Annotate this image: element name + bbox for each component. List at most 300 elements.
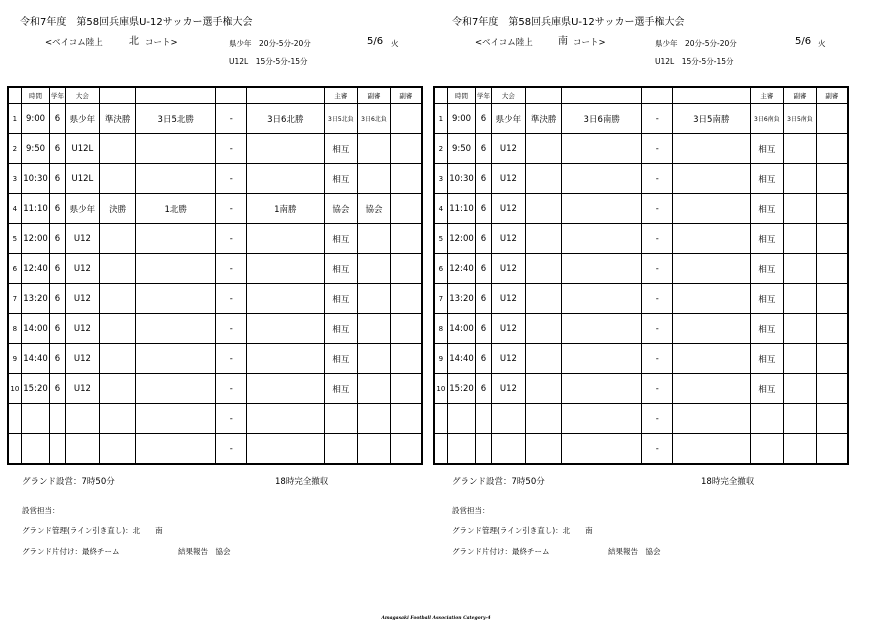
table-cell: 相互	[750, 344, 784, 374]
table-cell	[784, 344, 817, 374]
table-cell	[135, 344, 216, 374]
column-header: 副審	[816, 87, 848, 104]
table-cell	[784, 134, 817, 164]
table-cell: 県少年	[65, 104, 100, 134]
table-cell: 15:20	[447, 374, 476, 404]
table-cell	[673, 164, 750, 194]
table-cell	[561, 224, 642, 254]
table-cell: 12:40	[21, 254, 50, 284]
table-cell	[100, 284, 136, 314]
table-cell: 相互	[324, 254, 358, 284]
table-cell: 1南勝	[247, 194, 324, 224]
table-cell	[526, 224, 562, 254]
table-cell: 相互	[750, 314, 784, 344]
table-cell	[358, 134, 391, 164]
table-cell	[561, 164, 642, 194]
table-row	[8, 314, 422, 344]
table-cell: -	[642, 254, 673, 284]
table-cell: 12:40	[447, 254, 476, 284]
column-header: 時間	[21, 87, 50, 104]
table-cell	[561, 284, 642, 314]
table-cell: 6	[476, 284, 491, 314]
column-header: 学年	[50, 87, 65, 104]
table-cell: 9	[434, 344, 447, 374]
table-cell: 4	[8, 194, 21, 224]
table-cell: -	[642, 284, 673, 314]
table-cell: 6	[434, 254, 447, 284]
table-cell: 3日5北負	[324, 104, 358, 134]
column-header	[8, 87, 21, 104]
table-cell	[673, 314, 750, 344]
table-cell: -	[216, 284, 247, 314]
table-cell	[100, 404, 136, 434]
table-cell	[65, 404, 100, 434]
table-cell	[784, 164, 817, 194]
table-cell	[247, 224, 324, 254]
table-cell: -	[216, 224, 247, 254]
table-cell: 9:50	[21, 134, 50, 164]
table-cell	[561, 254, 642, 284]
table-cell	[247, 374, 324, 404]
table-cell: 相互	[750, 224, 784, 254]
header-row	[434, 87, 848, 104]
table-cell: -	[642, 104, 673, 134]
table-cell	[784, 374, 817, 404]
column-header: 主審	[750, 87, 784, 104]
table-cell: 6	[50, 374, 65, 404]
table-row	[434, 404, 848, 434]
left-format-2: U12L 15分-5分-15分	[229, 57, 308, 66]
table-cell: 6	[476, 374, 491, 404]
table-cell	[750, 404, 784, 434]
table-cell	[100, 374, 136, 404]
table-cell	[390, 404, 422, 434]
table-cell: -	[642, 164, 673, 194]
table-cell	[247, 404, 324, 434]
table-row	[8, 164, 422, 194]
table-cell: 14:00	[447, 314, 476, 344]
right-title: 令和7年度 第58回兵庫県U-12サッカー選手権大会	[452, 17, 685, 28]
table-cell	[65, 434, 100, 465]
table-cell: 6	[50, 194, 65, 224]
table-cell: 3	[8, 164, 21, 194]
table-cell	[491, 404, 526, 434]
table-cell	[247, 134, 324, 164]
table-cell	[526, 164, 562, 194]
table-cell	[390, 344, 422, 374]
table-cell: 3日6北負	[358, 104, 391, 134]
right-date: 5/6	[795, 36, 812, 47]
table-row	[8, 254, 422, 284]
table-cell	[247, 314, 324, 344]
table-cell: 3	[434, 164, 447, 194]
table-cell: -	[642, 194, 673, 224]
table-cell: 10	[8, 374, 21, 404]
table-cell	[100, 344, 136, 374]
table-cell: 14:40	[447, 344, 476, 374]
table-cell: 3日5北勝	[135, 104, 216, 134]
left-staff: 設営担当：	[22, 506, 60, 515]
table-cell: 4	[434, 194, 447, 224]
table-cell	[100, 224, 136, 254]
table-cell	[784, 434, 817, 465]
table-cell	[247, 434, 324, 465]
table-cell	[447, 434, 476, 465]
table-cell	[816, 374, 848, 404]
table-cell	[135, 434, 216, 465]
table-cell: -	[216, 344, 247, 374]
left-format-1: 県少年 20分-5分-20分	[229, 39, 311, 48]
table-cell: 相互	[324, 374, 358, 404]
left-management: グランド管理(ライン引き直し)：北 南	[22, 526, 163, 535]
table-cell: 決勝	[100, 194, 136, 224]
table-cell: 15:20	[21, 374, 50, 404]
table-cell	[247, 284, 324, 314]
table-cell	[390, 194, 422, 224]
table-cell: 相互	[324, 344, 358, 374]
table-cell: U12	[491, 284, 526, 314]
column-header: 副審	[358, 87, 391, 104]
table-cell: U12	[491, 254, 526, 284]
table-cell: 3日6南負	[750, 104, 784, 134]
table-cell: 6	[50, 104, 65, 134]
table-cell	[816, 194, 848, 224]
table-cell	[816, 104, 848, 134]
table-cell	[100, 134, 136, 164]
table-row	[8, 134, 422, 164]
table-cell: 相互	[750, 194, 784, 224]
table-cell	[784, 404, 817, 434]
table-row	[434, 224, 848, 254]
table-cell: U12	[491, 344, 526, 374]
table-cell: 2	[8, 134, 21, 164]
column-header	[561, 87, 642, 104]
table-cell	[247, 344, 324, 374]
table-cell	[491, 434, 526, 465]
table-cell: 10	[434, 374, 447, 404]
right-weekday: 火	[818, 39, 826, 48]
table-cell: 1	[8, 104, 21, 134]
table-cell: 相互	[750, 134, 784, 164]
table-cell: 6	[50, 284, 65, 314]
header-row	[8, 87, 422, 104]
table-cell	[816, 344, 848, 374]
table-cell: 14:00	[21, 314, 50, 344]
right-cleanup: グランド片付け：最終チーム	[452, 547, 550, 556]
table-cell	[135, 224, 216, 254]
table-cell	[135, 404, 216, 434]
table-cell: 3日5南負	[784, 104, 817, 134]
table-cell: -	[216, 404, 247, 434]
left-report: 結果報告 協会	[178, 547, 231, 556]
table-cell: 相互	[750, 164, 784, 194]
table-cell: 9:50	[447, 134, 476, 164]
table-cell	[21, 434, 50, 465]
table-cell	[324, 434, 358, 465]
table-cell: 9:00	[21, 104, 50, 134]
table-cell: 相互	[324, 224, 358, 254]
table-cell	[526, 284, 562, 314]
table-cell	[784, 314, 817, 344]
table-cell	[526, 254, 562, 284]
table-cell	[390, 224, 422, 254]
table-cell: 相互	[324, 284, 358, 314]
table-cell: -	[642, 134, 673, 164]
table-cell	[434, 404, 447, 434]
table-cell	[21, 404, 50, 434]
table-cell	[561, 374, 642, 404]
table-cell	[324, 404, 358, 434]
table-cell: U12	[491, 194, 526, 224]
table-cell	[673, 344, 750, 374]
table-cell	[247, 164, 324, 194]
table-cell	[673, 284, 750, 314]
table-cell: 10:30	[447, 164, 476, 194]
table-cell: 14:40	[21, 344, 50, 374]
table-cell: 相互	[324, 164, 358, 194]
table-cell	[50, 404, 65, 434]
table-cell	[816, 404, 848, 434]
table-cell	[100, 434, 136, 465]
column-header: 主審	[324, 87, 358, 104]
table-cell	[358, 374, 391, 404]
right-format-1: 県少年 20分-5分-20分	[655, 39, 737, 48]
column-header	[100, 87, 136, 104]
table-cell: 6	[50, 344, 65, 374]
table-cell: 6	[50, 134, 65, 164]
table-cell	[8, 434, 21, 465]
table-cell	[561, 314, 642, 344]
column-header	[434, 87, 447, 104]
table-cell: 6	[476, 314, 491, 344]
table-cell: 相互	[750, 374, 784, 404]
table-cell	[390, 284, 422, 314]
table-cell: -	[216, 104, 247, 134]
table-cell	[784, 254, 817, 284]
table-cell: 相互	[324, 314, 358, 344]
table-cell: 3日5南勝	[673, 104, 750, 134]
column-header	[642, 87, 673, 104]
right-setup-time: グランド設営：7時50分	[452, 477, 545, 487]
table-cell: U12	[491, 374, 526, 404]
column-header: 学年	[476, 87, 491, 104]
table-cell	[526, 344, 562, 374]
table-cell: 県少年	[65, 194, 100, 224]
table-row	[8, 284, 422, 314]
table-row	[434, 104, 848, 134]
table-cell: -	[216, 254, 247, 284]
table-cell	[816, 254, 848, 284]
column-header: 時間	[447, 87, 476, 104]
left-title: 令和7年度 第58回兵庫県U-12サッカー選手権大会	[20, 17, 253, 28]
table-cell: U12L	[65, 164, 100, 194]
table-cell	[673, 224, 750, 254]
left-weekday: 火	[391, 39, 399, 48]
table-cell	[135, 314, 216, 344]
table-cell: -	[216, 314, 247, 344]
table-cell	[476, 404, 491, 434]
table-cell: 13:20	[447, 284, 476, 314]
table-cell: -	[216, 134, 247, 164]
table-cell: U12	[65, 314, 100, 344]
table-cell	[135, 374, 216, 404]
table-row	[434, 254, 848, 284]
column-header: 副審	[390, 87, 422, 104]
table-cell: 3日6南勝	[561, 104, 642, 134]
table-cell: 3日6北勝	[247, 104, 324, 134]
table-cell	[526, 194, 562, 224]
table-cell: 10:30	[21, 164, 50, 194]
table-cell: U12L	[65, 134, 100, 164]
table-cell: U12	[491, 134, 526, 164]
table-row	[8, 404, 422, 434]
table-cell	[673, 374, 750, 404]
table-cell	[673, 194, 750, 224]
left-venue: <ベイコム陸上	[45, 38, 103, 48]
table-cell: -	[642, 224, 673, 254]
right-format-2: U12L 15分-5分-15分	[655, 57, 734, 66]
table-cell: 協会	[358, 194, 391, 224]
left-court: 北	[129, 36, 139, 47]
table-cell: 13:20	[21, 284, 50, 314]
table-row	[434, 434, 848, 465]
table-cell: 6	[476, 344, 491, 374]
column-header	[526, 87, 562, 104]
table-cell: 準決勝	[526, 104, 562, 134]
table-cell: -	[216, 434, 247, 465]
table-row	[434, 134, 848, 164]
table-cell	[561, 404, 642, 434]
left-cleanup: グランド片付け：最終チーム	[22, 547, 120, 556]
table-row	[434, 314, 848, 344]
table-cell	[135, 284, 216, 314]
table-cell: U12	[65, 254, 100, 284]
column-header: 大会	[491, 87, 526, 104]
table-cell	[561, 344, 642, 374]
column-header: 大会	[65, 87, 100, 104]
table-cell	[447, 404, 476, 434]
table-cell	[816, 314, 848, 344]
table-cell	[816, 164, 848, 194]
table-cell	[358, 344, 391, 374]
table-cell	[784, 284, 817, 314]
table-cell: -	[216, 374, 247, 404]
table-cell	[750, 434, 784, 465]
table-cell: 1	[434, 104, 447, 134]
left-schedule-table	[7, 86, 423, 465]
column-header	[673, 87, 750, 104]
table-cell: -	[642, 314, 673, 344]
table-cell	[434, 434, 447, 465]
table-row	[8, 434, 422, 465]
table-cell	[135, 164, 216, 194]
table-cell: -	[642, 434, 673, 465]
table-row	[8, 194, 422, 224]
table-cell: 6	[50, 254, 65, 284]
table-cell	[816, 434, 848, 465]
table-cell	[247, 254, 324, 284]
column-header	[135, 87, 216, 104]
table-cell: 協会	[324, 194, 358, 224]
table-cell	[135, 134, 216, 164]
column-header: 副審	[784, 87, 817, 104]
table-cell: -	[216, 164, 247, 194]
table-cell	[673, 434, 750, 465]
table-cell	[561, 194, 642, 224]
table-cell: 6	[476, 104, 491, 134]
table-cell	[390, 104, 422, 134]
table-cell: 8	[8, 314, 21, 344]
table-cell: 相互	[750, 284, 784, 314]
table-cell	[476, 434, 491, 465]
right-clear-time: 18時完全撤収	[701, 477, 755, 487]
table-cell: 12:00	[21, 224, 50, 254]
table-cell: 6	[50, 224, 65, 254]
table-cell: -	[642, 344, 673, 374]
table-cell: 5	[8, 224, 21, 254]
right-management: グランド管理(ライン引き直し)：北 南	[452, 526, 593, 535]
table-cell: 6	[476, 224, 491, 254]
table-cell: U12	[65, 344, 100, 374]
table-cell: 6	[8, 254, 21, 284]
table-cell: 相互	[324, 134, 358, 164]
table-cell	[673, 404, 750, 434]
table-cell: 県少年	[491, 104, 526, 134]
table-cell	[8, 404, 21, 434]
table-cell: U12	[65, 284, 100, 314]
table-row	[434, 284, 848, 314]
left-clear-time: 18時完全撤収	[275, 477, 329, 487]
table-cell	[390, 434, 422, 465]
table-cell: 準決勝	[100, 104, 136, 134]
table-cell: -	[216, 194, 247, 224]
right-court-suffix: コート>	[573, 38, 606, 48]
footer-brand: Amagasaki Football Association Category-4	[381, 616, 491, 621]
table-cell	[358, 314, 391, 344]
table-cell	[561, 434, 642, 465]
table-cell	[784, 224, 817, 254]
table-cell: 12:00	[447, 224, 476, 254]
table-row	[8, 104, 422, 134]
right-staff: 設営担当：	[452, 506, 490, 515]
table-cell: U12	[491, 164, 526, 194]
left-court-suffix: コート>	[145, 38, 178, 48]
table-row	[434, 344, 848, 374]
table-cell: 6	[476, 164, 491, 194]
table-cell	[358, 224, 391, 254]
table-cell: U12	[65, 374, 100, 404]
table-cell	[526, 374, 562, 404]
table-cell	[784, 194, 817, 224]
table-cell	[390, 314, 422, 344]
table-cell	[358, 284, 391, 314]
table-cell: 6	[476, 134, 491, 164]
table-cell: 9	[8, 344, 21, 374]
table-cell: -	[642, 374, 673, 404]
table-row	[8, 224, 422, 254]
table-cell	[135, 254, 216, 284]
table-cell: U12	[491, 314, 526, 344]
left-date: 5/6	[367, 36, 384, 47]
table-cell: U12	[491, 224, 526, 254]
table-cell	[358, 254, 391, 284]
column-header	[247, 87, 324, 104]
table-cell: 相互	[750, 254, 784, 284]
right-report: 結果報告 協会	[608, 547, 661, 556]
table-cell: 7	[434, 284, 447, 314]
right-venue: <ベイコム陸上	[475, 38, 533, 48]
table-row	[434, 374, 848, 404]
